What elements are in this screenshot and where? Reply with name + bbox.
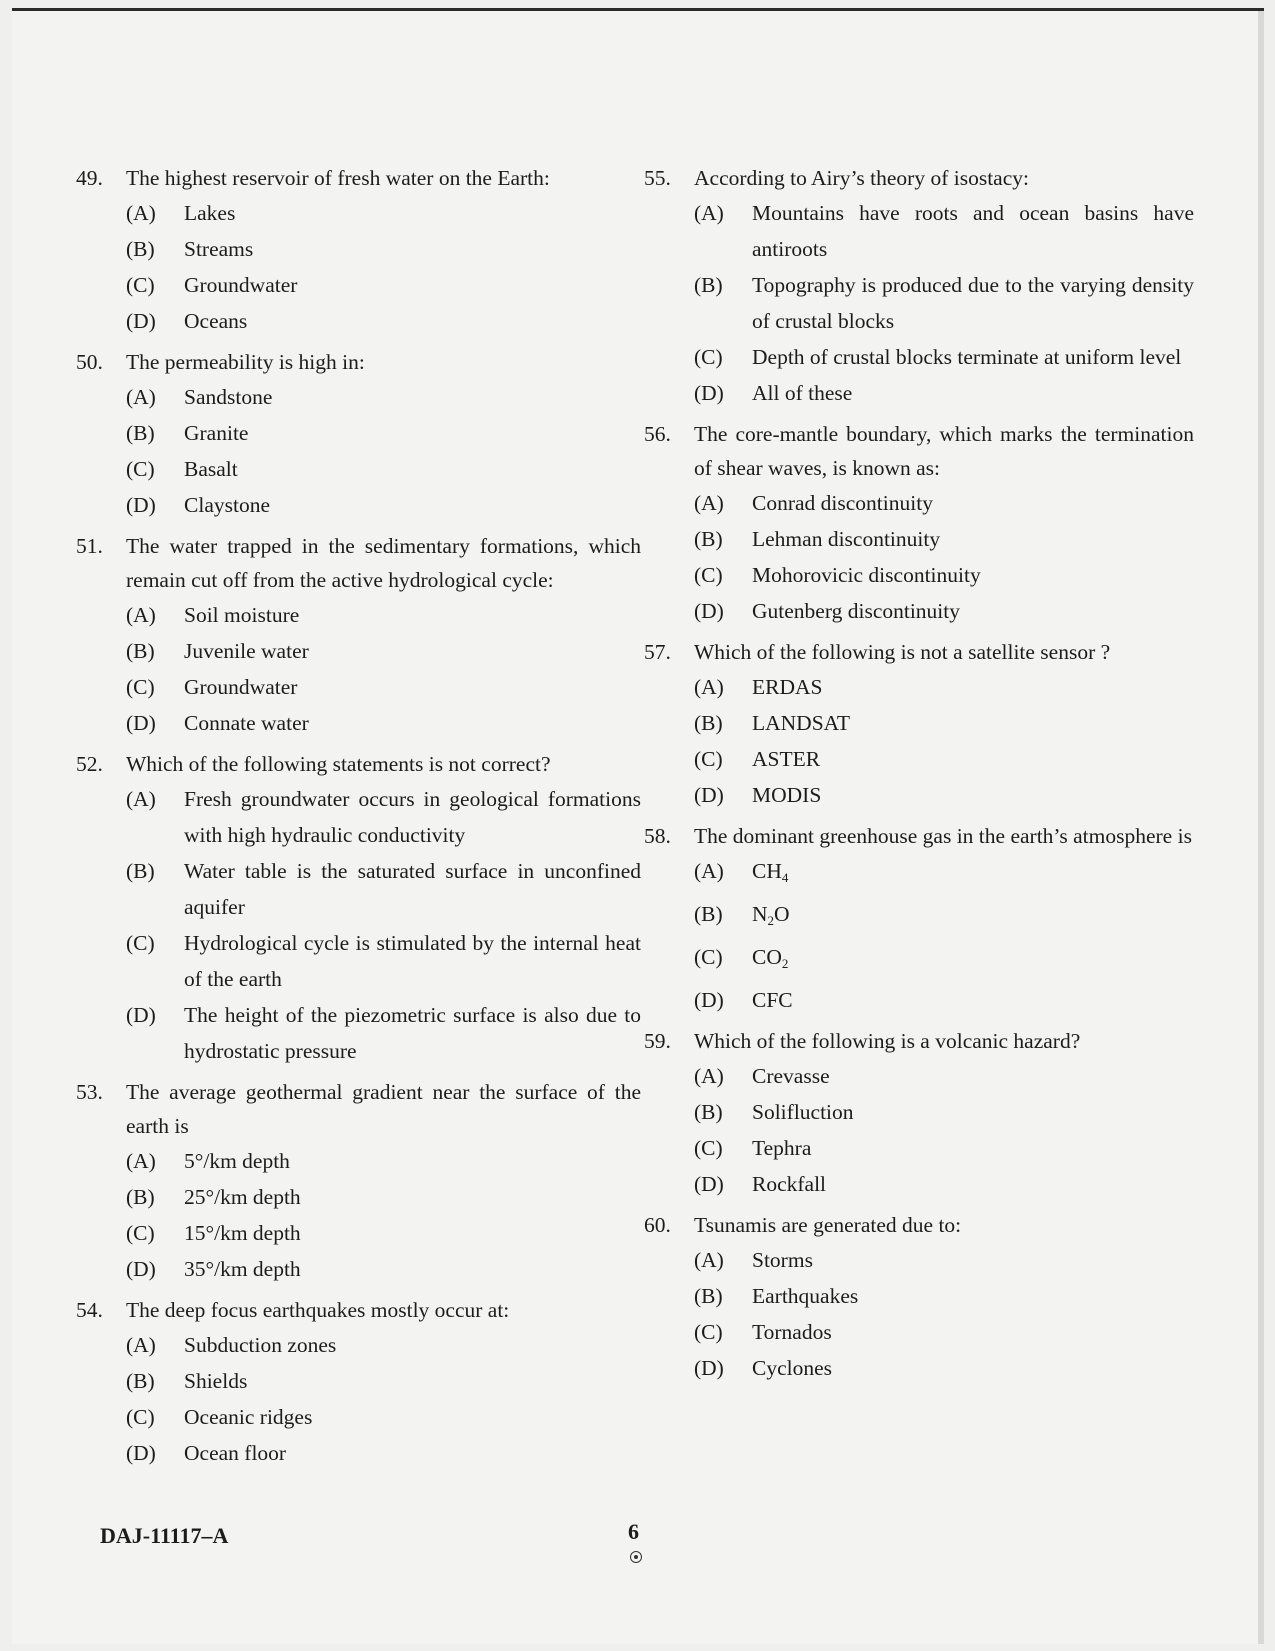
answer-option (694, 1314, 1194, 1350)
answer-option (126, 853, 641, 925)
option-text (752, 1350, 1194, 1386)
answer-option (126, 1215, 641, 1251)
option-text-main: ERDAS (752, 675, 823, 699)
option-text-main: Tornados (752, 1320, 832, 1344)
question-stem (644, 1208, 1194, 1242)
option-text (184, 451, 641, 487)
option-text (752, 939, 1194, 982)
option-label: (B) (126, 639, 155, 663)
option-label: (C) (126, 457, 155, 481)
option-label: (D) (126, 711, 156, 735)
right-column (644, 161, 1194, 1392)
question-number: 56. (644, 422, 671, 446)
option-text (752, 557, 1194, 593)
left-column (76, 161, 641, 1477)
option-label: (B) (126, 1369, 155, 1393)
option-label: (C) (694, 1136, 723, 1160)
option-text (184, 1251, 641, 1287)
option-text (184, 1327, 641, 1363)
answer-option (126, 487, 641, 523)
option-text-main: 35°/km depth (184, 1257, 301, 1281)
option-text (752, 1130, 1194, 1166)
option-label: (A) (126, 201, 156, 225)
answer-option (694, 195, 1194, 267)
option-text-main: All of these (752, 381, 853, 405)
paper-code: DAJ-11117–A (100, 1523, 229, 1548)
answer-option (694, 557, 1194, 593)
option-text (184, 1363, 641, 1399)
question (644, 1024, 1194, 1202)
option-label: (C) (126, 675, 155, 699)
option-text (184, 781, 641, 853)
answer-option (694, 485, 1194, 521)
option-text-main: Claystone (184, 493, 270, 517)
question-text: According to Airy’s theory of isostacy: (694, 166, 1029, 190)
question (76, 529, 641, 741)
option-text-main: Shields (184, 1369, 248, 1393)
option-label: (C) (694, 345, 723, 369)
answer-option (126, 633, 641, 669)
answer-option (126, 597, 641, 633)
option-text (752, 375, 1194, 411)
option-text (752, 705, 1194, 741)
option-label: (C) (126, 1221, 155, 1245)
option-text (184, 487, 641, 523)
answer-option (126, 451, 641, 487)
option-text (752, 982, 1194, 1018)
option-text (752, 1094, 1194, 1130)
answer-option (126, 1143, 641, 1179)
option-text-main: Solifluction (752, 1100, 854, 1124)
question-number: 59. (644, 1029, 671, 1053)
answer-option (694, 593, 1194, 629)
option-label: (D) (694, 1172, 724, 1196)
question (644, 161, 1194, 411)
option-text-main: Basalt (184, 457, 238, 481)
option-text-main: Streams (184, 237, 254, 261)
option-text-main: Fresh groundwater occurs in geological formations with high hydraulic conductivity (184, 787, 641, 847)
option-label: (B) (126, 859, 155, 883)
option-text (184, 1399, 641, 1435)
option-label: (B) (126, 237, 155, 261)
question-text: The dominant greenhouse gas in the earth’s atmosphere is (694, 824, 1192, 848)
option-subscript: 2 (767, 913, 775, 928)
option-text-main: Storms (752, 1248, 813, 1272)
answer-option (694, 669, 1194, 705)
question-number: 55. (644, 166, 671, 190)
answer-option (126, 997, 641, 1069)
option-text-main: Groundwater (184, 675, 298, 699)
answer-option (126, 415, 641, 451)
question-stem (76, 747, 641, 781)
option-text (752, 521, 1194, 557)
option-text (752, 593, 1194, 629)
question-number: 58. (644, 824, 671, 848)
answer-option (694, 1350, 1194, 1386)
question-text: The water trapped in the sedimentary formations, which remain cut off from the active hydrological cycle: (126, 534, 641, 592)
option-text (752, 669, 1194, 705)
answer-option (694, 1058, 1194, 1094)
option-text (184, 633, 641, 669)
option-text (184, 705, 641, 741)
answer-option (126, 1327, 641, 1363)
answer-option (126, 1251, 641, 1287)
option-text-main: 15°/km depth (184, 1221, 301, 1245)
option-label: (A) (694, 1064, 724, 1088)
question (76, 747, 641, 1069)
option-text-main: Lehman discontinuity (752, 527, 941, 551)
option-label: (A) (694, 491, 724, 515)
option-text-main: Connate water (184, 711, 309, 735)
answer-option (694, 939, 1194, 982)
answer-option (126, 1363, 641, 1399)
question-stem (76, 529, 641, 597)
answer-option (126, 231, 641, 267)
option-label: (B) (126, 421, 155, 445)
question-number: 52. (76, 752, 103, 776)
option-text-main: Mountains have roots and ocean basins have antiroots (752, 201, 1194, 261)
question (644, 635, 1194, 813)
answer-option (694, 1094, 1194, 1130)
option-text-main: N (752, 902, 768, 926)
option-label: (C) (126, 273, 155, 297)
question-number: 57. (644, 640, 671, 664)
option-text-main: CH (752, 859, 782, 883)
option-text-main: Earthquakes (752, 1284, 859, 1308)
answer-option (694, 1278, 1194, 1314)
question-text: The average geothermal gradient near the surface of the earth is (126, 1080, 641, 1138)
option-text (184, 853, 641, 925)
question-stem (644, 635, 1194, 669)
option-text-main: Juvenile water (184, 639, 309, 663)
option-text (752, 853, 1194, 896)
option-label: (B) (126, 1185, 155, 1209)
option-label: (C) (694, 563, 723, 587)
answer-option (694, 853, 1194, 896)
question-stem (76, 1293, 641, 1327)
option-text-main: ASTER (752, 747, 821, 771)
option-text (752, 1314, 1194, 1350)
question (644, 417, 1194, 629)
answer-option (126, 1399, 641, 1435)
option-text (752, 1242, 1194, 1278)
option-label: (A) (126, 385, 156, 409)
option-text (184, 597, 641, 633)
option-label: (A) (126, 1149, 156, 1173)
option-label: (C) (126, 1405, 155, 1429)
question-text: The deep focus earthquakes mostly occur at: (126, 1298, 510, 1322)
option-text (184, 1143, 641, 1179)
option-text (752, 485, 1194, 521)
page-number: 6 (628, 1519, 639, 1544)
answer-option (126, 781, 641, 853)
option-text-main: Conrad discontinuity (752, 491, 933, 515)
registration-mark-icon (630, 1551, 642, 1563)
option-text (184, 1215, 641, 1251)
option-text (184, 1435, 641, 1471)
option-text-main: CO (752, 945, 782, 969)
option-label: (D) (694, 783, 724, 807)
option-text-main: Lakes (184, 201, 236, 225)
option-text-main: Tephra (752, 1136, 812, 1160)
option-subscript: 2 (781, 956, 789, 971)
question-number: 50. (76, 350, 103, 374)
option-subscript: 4 (781, 870, 789, 885)
answer-option (694, 375, 1194, 411)
option-label: (B) (694, 1284, 723, 1308)
option-text (752, 896, 1194, 939)
question-stem (644, 819, 1194, 853)
option-label: (B) (694, 1100, 723, 1124)
option-text-main: 5°/km depth (184, 1149, 290, 1173)
option-label: (A) (694, 859, 724, 883)
answer-option (694, 777, 1194, 813)
option-label: (C) (694, 1320, 723, 1344)
answer-option (126, 303, 641, 339)
option-label: (B) (694, 902, 723, 926)
option-label: (D) (126, 493, 156, 517)
option-label: (C) (694, 945, 723, 969)
question-stem (644, 417, 1194, 485)
question-number: 53. (76, 1080, 103, 1104)
option-text (184, 231, 641, 267)
option-label: (A) (126, 1333, 156, 1357)
option-label: (A) (694, 675, 724, 699)
option-label: (A) (694, 201, 724, 225)
answer-option (126, 669, 641, 705)
question-text: Which of the following statements is not correct? (126, 752, 551, 776)
answer-option (694, 267, 1194, 339)
answer-option (694, 1130, 1194, 1166)
option-text-main: LANDSAT (752, 711, 850, 735)
answer-option (126, 705, 641, 741)
option-label: (C) (694, 747, 723, 771)
option-text-main: Crevasse (752, 1064, 830, 1088)
option-text (184, 195, 641, 231)
option-text-suffix: O (774, 902, 790, 926)
question-text: Tsunamis are generated due to: (694, 1213, 962, 1237)
option-text-main: Mohorovicic discontinuity (752, 563, 981, 587)
option-text (184, 669, 641, 705)
option-text-main: Hydrological cycle is stimulated by the internal heat of the earth (184, 931, 641, 991)
option-text (752, 267, 1194, 339)
option-text-main: Ocean floor (184, 1441, 287, 1465)
option-text (752, 741, 1194, 777)
option-text-main: Granite (184, 421, 249, 445)
option-text-main: Water table is the saturated surface in unconfined aquifer (184, 859, 641, 919)
answer-option (126, 379, 641, 415)
option-text (184, 267, 641, 303)
answer-option (126, 267, 641, 303)
option-text (184, 379, 641, 415)
option-label: (D) (126, 309, 156, 333)
question (76, 1075, 641, 1287)
question-text: The permeability is high in: (126, 350, 365, 374)
option-text (184, 925, 641, 997)
question-number: 51. (76, 534, 103, 558)
option-text-main: Groundwater (184, 273, 298, 297)
option-label: (D) (694, 381, 724, 405)
answer-option (694, 741, 1194, 777)
option-text-main: Sandstone (184, 385, 273, 409)
option-text (752, 195, 1194, 267)
question-text: The highest reservoir of fresh water on the Earth: (126, 166, 550, 190)
option-text (752, 1278, 1194, 1314)
answer-option (126, 925, 641, 997)
option-text (752, 777, 1194, 813)
exam-page (12, 8, 1264, 1644)
option-text (184, 1179, 641, 1215)
option-text-main: Oceanic ridges (184, 1405, 313, 1429)
option-text-main: Rockfall (752, 1172, 827, 1196)
answer-option (126, 1179, 641, 1215)
option-label: (D) (126, 1441, 156, 1465)
question-number: 54. (76, 1298, 103, 1322)
page-edge-shadow (1258, 11, 1264, 1644)
question (76, 345, 641, 523)
option-text (184, 997, 641, 1069)
option-label: (B) (694, 273, 723, 297)
option-text (752, 339, 1194, 375)
option-text-main: Subduction zones (184, 1333, 337, 1357)
question (76, 161, 641, 339)
option-label: (A) (126, 787, 156, 811)
option-label: (A) (694, 1248, 724, 1272)
option-label: (B) (694, 711, 723, 735)
option-text-main: Depth of crustal blocks terminate at uniform level (752, 345, 1182, 369)
option-text-main: CFC (752, 988, 793, 1012)
question-text: Which of the following is a volcanic hazard? (694, 1029, 1081, 1053)
answer-option (126, 1435, 641, 1471)
answer-option (694, 705, 1194, 741)
option-text (752, 1058, 1194, 1094)
option-label: (C) (126, 931, 155, 955)
option-label: (A) (126, 603, 156, 627)
option-text (184, 415, 641, 451)
answer-option (694, 339, 1194, 375)
option-label: (B) (694, 527, 723, 551)
question-stem (76, 161, 641, 195)
answer-option (694, 896, 1194, 939)
answer-option (126, 195, 641, 231)
answer-option (694, 1242, 1194, 1278)
question-text: Which of the following is not a satellite sensor ? (694, 640, 1111, 664)
option-label: (D) (694, 988, 724, 1012)
question-stem (76, 345, 641, 379)
option-label: (D) (694, 599, 724, 623)
option-label: (D) (694, 1356, 724, 1380)
option-text-main: Gutenberg discontinuity (752, 599, 961, 623)
question (644, 819, 1194, 1018)
option-text-main: MODIS (752, 783, 822, 807)
question-stem (644, 1024, 1194, 1058)
question-number: 49. (76, 166, 103, 190)
option-text-main: Soil moisture (184, 603, 300, 627)
option-text-main: 25°/km depth (184, 1185, 301, 1209)
answer-option (694, 521, 1194, 557)
option-label: (D) (126, 1257, 156, 1281)
question-stem (76, 1075, 641, 1143)
question-text: The core-mantle boundary, which marks the termination of shear waves, is known as: (694, 422, 1194, 480)
question (644, 1208, 1194, 1386)
question-stem (644, 161, 1194, 195)
option-text-main: Cyclones (752, 1356, 833, 1380)
option-text-main: Oceans (184, 309, 248, 333)
option-text-main: Topography is produced due to the varying density of crustal blocks (752, 273, 1194, 333)
option-text (752, 1166, 1194, 1202)
answer-option (694, 982, 1194, 1018)
question (76, 1293, 641, 1471)
option-text (184, 303, 641, 339)
question-number: 60. (644, 1213, 671, 1237)
answer-option (694, 1166, 1194, 1202)
option-text-main: The height of the piezometric surface is also due to hydrostatic pressure (184, 1003, 641, 1063)
option-label: (D) (126, 1003, 156, 1027)
